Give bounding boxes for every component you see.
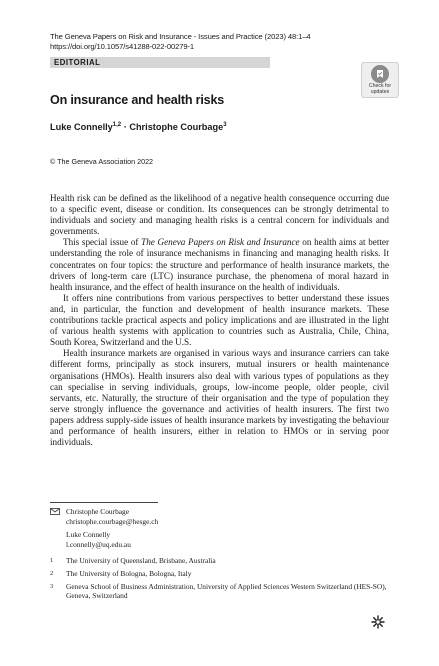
affiliation-item <box>50 569 390 579</box>
check-for-updates-badge[interactable] <box>361 62 399 98</box>
springer-horse-icon <box>370 614 386 630</box>
footnote-divider <box>50 502 158 503</box>
affiliation-number: 2 <box>50 569 54 577</box>
affiliation-item <box>50 582 390 601</box>
journal-citation <box>50 32 311 52</box>
affiliation-text: The University of Bologna, Bologna, Italy <box>66 568 192 578</box>
body-paragraph: This special issue of The Geneva Papers on Risk and Insurance on health aims at better understanding the role of insurance mechanisms in financing and managing health risks. It concentrates on four topics: the structure and performance of health insurance markets, the drivers of long-term care (LTC) insurance purchase, the phenomena of moral hazard in health insurance, and the effect of health insurance on the health of individuals. <box>50 237 390 292</box>
author-name[interactable]: Christophe Courbage <box>129 122 224 133</box>
article-title: On insurance and health risks <box>50 93 225 107</box>
affiliation-text: Geneva School of Business Administration, University of Applied Sciences Western Switzerland (HES-SO), Geneva, Switzerland <box>66 581 387 601</box>
author-affiliation-marker: 3 <box>223 122 227 128</box>
body-paragraph: It offers nine contributions from various perspectives to better understand these issues and, in particular, the function and development of health insurance markets. These contributions tackle practical aspects and policy implications and are illustrated in the light of various health systems with application to countries such as Australia, Chile, China, South Korea, Switzerland and the U.S. <box>50 292 389 348</box>
author-name[interactable]: Luke Connelly <box>50 122 113 133</box>
body-paragraph: Health insurance markets are organised in various ways and insurance carriers can take different forms, principally as stock insurers, mutual insurers or health maintenance organisations (HMOs). Health insurers also deal with various types of populations as they can specialise in serving individuals, groups, low-income people, older people, civil servants, etc. Naturally, the structure of their organisation and the type of population they serve strongly influence the governance and activities of health insurers. The first two papers address supply-side issues of health insurance markets by investigating the behaviour and performance of health insurers, either in relation to HMOs or in serving poor individuals. <box>50 348 389 448</box>
article-body <box>50 193 389 448</box>
journal-name-line: The Geneva Papers on Risk and Insurance - Issues and Practice (2023) 48:1–4 <box>50 32 311 41</box>
author-affiliation-marker: 1,2 <box>112 122 122 128</box>
footnotes <box>50 507 390 604</box>
mail-icon <box>50 508 60 515</box>
author-separator: · <box>121 122 130 133</box>
affiliation-number: 1 <box>50 557 54 565</box>
copyright-notice: © The Geneva Association 2022 <box>50 157 154 166</box>
journal-title-italic: The Geneva Papers on Risk and Insurance <box>141 237 300 248</box>
section-label: EDITORIAL <box>50 57 270 68</box>
affiliation-number: 3 <box>50 582 54 590</box>
contact-name: Luke Connelly <box>66 530 111 540</box>
affiliation-text: The University of Queensland, Brisbane, Australia <box>66 556 216 566</box>
author-list <box>50 122 227 132</box>
affiliation-item <box>50 556 390 566</box>
contact-email[interactable]: christophe.courbage@hesge.ch <box>66 516 159 526</box>
check-for-updates-label: Check for updates <box>368 83 392 95</box>
contact-email[interactable]: l.connelly@uq.edu.au <box>66 539 131 549</box>
author-contact <box>50 530 390 549</box>
doi-link[interactable]: https://doi.org/10.1057/s41288-022-00279-1 <box>50 42 194 51</box>
bookmark-check-icon <box>371 65 389 83</box>
corresponding-author-contact <box>50 507 390 526</box>
body-paragraph: Health risk can be defined as the likelihood of a negative health consequence occurring due to a specific event, disease or condition. Its consequences can be strongly detrimental to individuals and society and managing health risks is a central concern for individuals and governments. <box>50 193 389 237</box>
contact-name: Christophe Courbage <box>66 507 130 516</box>
